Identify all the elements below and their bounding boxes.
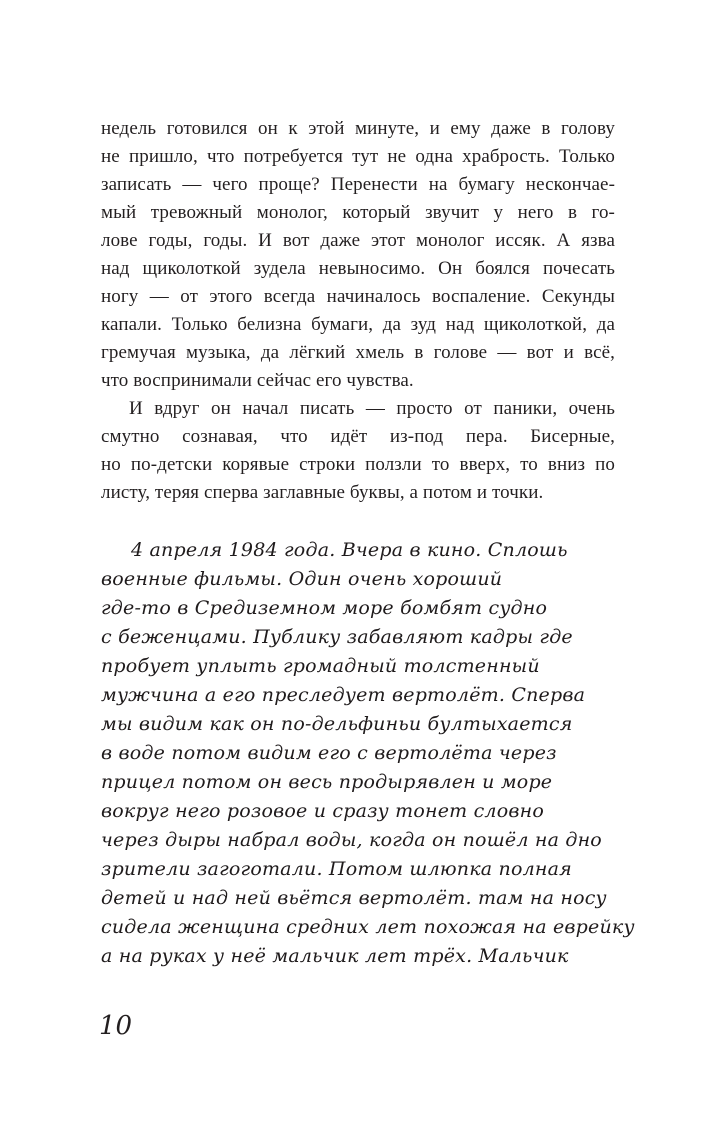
body-text-line: лове годы, годы. И вот даже этот монолог иссяк. А язва [101,230,615,251]
diary-text-line: в воде потом видим его с вертолёта через [101,742,557,764]
body-text-line: записать — чего проще? Перенести на бумагу нескончае- [101,174,615,195]
diary-text-line: 4 апреля 1984 года. Вчера в кино. Сплошь [131,539,568,561]
body-text-line: над щиколоткой зудела невыносимо. Он боялся почесать [101,258,615,279]
diary-text-line: мужчина а его преследует вертолёт. Сперва [101,684,586,706]
body-text-line: гремучая музыка, да лёгкий хмель в голове — вот и всё, [101,342,615,363]
diary-text-line: детей и над ней вьётся вертолёт. там на носу [101,887,607,909]
diary-text-line: через дыры набрал воды, когда он пошёл на дно [101,829,602,851]
diary-text-line: прицел потом он весь продырявлен и море [101,771,553,793]
diary-text-line: вокруг него розовое и сразу тонет словно [101,800,544,822]
diary-text-line: мы видим как он по-дельфиньи бултыхается [101,713,573,735]
diary-text-line: зрители загоготали. Потом шлюпка полная [101,858,572,880]
diary-text-line: военные фильмы. Один очень хороший [101,568,503,590]
body-text-line: ногу — от этого всегда начиналось воспаление. Секунды [101,286,615,307]
diary-text-line: с беженцами. Публику забавляют кадры где [101,626,573,648]
diary-text-line: а на руках у неё мальчик лет трёх. Мальчик [101,945,569,967]
diary-text-line: пробует уплыть громадный толстенный [101,655,540,677]
body-text-line: не пришло, что потребуется тут не одна храбрость. Только [101,146,615,167]
body-text-line: мый тревожный монолог, который звучит у него в го- [101,202,615,223]
body-text-line: что воспринимали сейчас его чувства. [101,370,414,391]
body-text-line: капали. Только белизна бумаги, да зуд над щиколоткой, да [101,314,615,335]
body-text-line: но по-детски корявые строки ползли то вверх, то вниз по [101,454,615,475]
diary-text-line: где-то в Средиземном море бомбят судно [101,597,548,619]
body-text-line: листу, теряя сперва заглавные буквы, а потом и точки. [101,482,544,503]
body-text-line: недель готовился он к этой минуте, и ему даже в голову [101,118,615,139]
diary-text-line: сидела женщина средних лет похожая на еврейку [101,916,635,938]
body-text-line: смутно сознавая, что идёт из-под пера. Бисерные, [101,426,615,447]
body-text-line: И вдруг он начал писать — просто от паники, очень [129,398,615,419]
page-number: 10 [99,1011,133,1041]
